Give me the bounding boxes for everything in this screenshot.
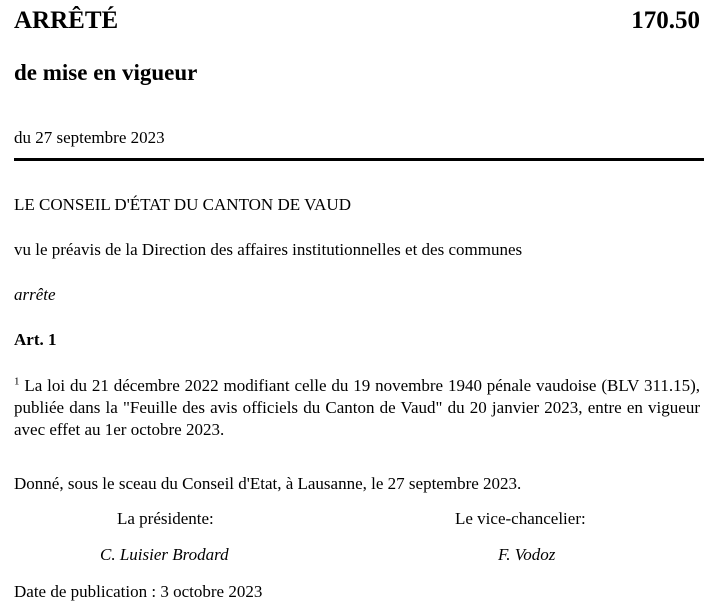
- preamble: vu le préavis de la Direction des affaires institutionnelles et des communes: [14, 240, 523, 259]
- article-heading: Art. 1: [14, 330, 57, 349]
- issuing-authority: LE CONSEIL D'ÉTAT DU CANTON DE VAUD: [14, 195, 351, 214]
- paragraph-number: 1: [14, 375, 20, 388]
- header-divider: [14, 158, 704, 161]
- document-title: ARRÊTÉ: [14, 7, 119, 34]
- decrees-word: arrête: [14, 285, 56, 304]
- document-date: du 27 septembre 2023: [14, 128, 165, 147]
- publication-date: Date de publication : 3 octobre 2023: [14, 582, 263, 601]
- president-role: La présidente:: [117, 509, 214, 528]
- document-number: 170.50: [631, 7, 700, 34]
- article-paragraph: [14, 375, 700, 441]
- document-subtitle: de mise en vigueur: [14, 60, 198, 85]
- vice-chancellor-role: Le vice-chancelier:: [455, 509, 586, 528]
- vice-chancellor-name: F. Vodoz: [498, 545, 556, 564]
- president-name: C. Luisier Brodard: [100, 545, 229, 564]
- paragraph-text: La loi du 21 décembre 2022 modifiant celle du 19 novembre 1940 pénale vaudoise (BLV 311.15), publiée dans la "Feuille des avis officiels du Canton de Vaud" du 20 janvier 2023, entre en vigueur avec effet au 1er octobre 2023.: [14, 376, 701, 439]
- given-statement: Donné, sous le sceau du Conseil d'Etat, à Lausanne, le 27 septembre 2023.: [14, 474, 522, 493]
